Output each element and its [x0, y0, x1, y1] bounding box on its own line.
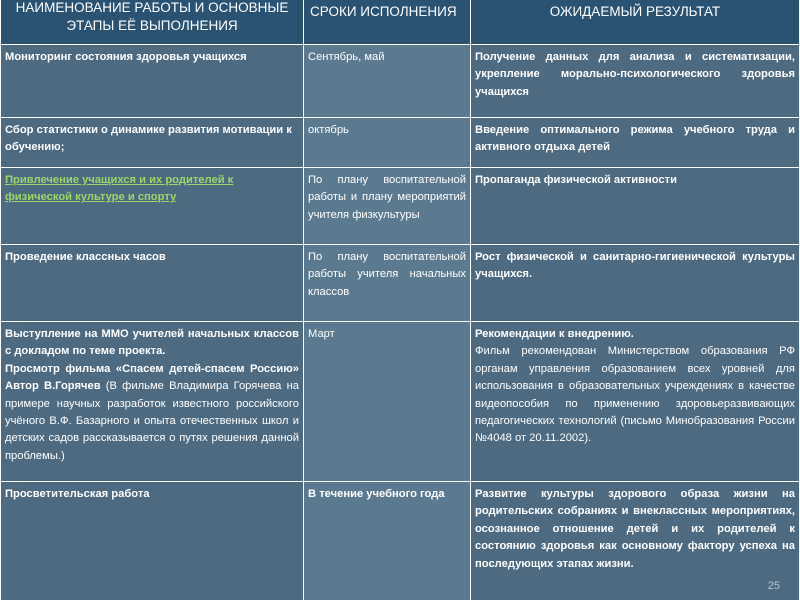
header-work: НАИМЕНОВАНИЕ РАБОТЫ И ОСНОВНЫЕ ЭТАПЫ ЕЁ ВЫПОЛНЕНИЯ: [1, 0, 304, 45]
result-text-a: Рекомендации к внедрению.: [475, 328, 634, 340]
cell-work: Мониторинг состояния здоровья учащихся: [1, 45, 304, 118]
table-row: [1, 245, 800, 322]
work-text-b: Просмотр фильма «Спасем детей-спасем Россию» Автор В.Горячев: [5, 362, 299, 393]
table-row: [1, 168, 800, 245]
cell-result: Пропаганда физической активности: [471, 168, 800, 245]
header-result: ОЖИДАЕМЫЙ РЕЗУЛЬТАТ: [471, 0, 800, 45]
cell-term: октябрь: [304, 118, 471, 168]
result-text-b: Фильм рекомендован Министерством образования РФ органам управления образованием всех уровней для использования в образовательных учреждениях в качестве видеопособия по применению здоровьеразвивающих педагогических технологий (письмо Минобразования России №4048 от 20.11.2002).: [475, 345, 795, 445]
table-row: [1, 322, 800, 482]
link-physical-culture[interactable]: Привлечение учащихся и их родителей к физической культуре и спорту: [5, 174, 234, 204]
header-term: СРОКИ ИСПОЛНЕНИЯ: [304, 0, 471, 45]
cell-result: [471, 322, 800, 482]
page-number: 25: [767, 580, 780, 592]
table-header-row: [1, 0, 800, 45]
cell-work: [1, 168, 304, 245]
cell-result: Получение данных для анализа и систематизации, укрепление морально-психологического здоровья учащихся: [471, 45, 800, 118]
cell-work: [1, 322, 304, 482]
cell-result: Введение оптимального режима учебного труда и активного отдыха детей: [471, 118, 800, 168]
cell-term: По плану воспитательной работы учителя начальных классов: [304, 245, 471, 322]
cell-term: В течение учебного года: [304, 482, 471, 600]
cell-work: Проведение классных часов: [1, 245, 304, 322]
table-row: [1, 118, 800, 168]
cell-result: Развитие культуры здорового образа жизни на родительских собраниях и внеклассных мероприятиях, осознанное отношение детей и их родителей к состоянию здоровья как основному фактору успеха на последующих этапах жизни.: [471, 482, 800, 600]
cell-term: По плану воспитательной работы и плану мероприятий учителя физкультуры: [304, 168, 471, 245]
cell-result: Рост физической и санитарно-гигиенической культуры учащихся.: [471, 245, 800, 322]
cell-work: Сбор статистики о динамике развития мотивации к обучению;: [1, 118, 304, 168]
work-text-a: Выступление на ММО учителей начальных классов с докладом по теме проекта.: [5, 328, 299, 358]
table-row: [1, 45, 800, 118]
table-row: [1, 482, 800, 600]
cell-term: Март: [304, 322, 471, 482]
work-text-c: (В фильме Владимира Горячева на примере научных разработок известного российского учёного В.Ф. Базарного и опыта отечественных школ и детских садов рассказывается о путях решения данной проблемы.): [5, 380, 299, 462]
cell-work: Просветительская работа: [1, 482, 304, 600]
cell-term: Сентябрь, май: [304, 45, 471, 118]
